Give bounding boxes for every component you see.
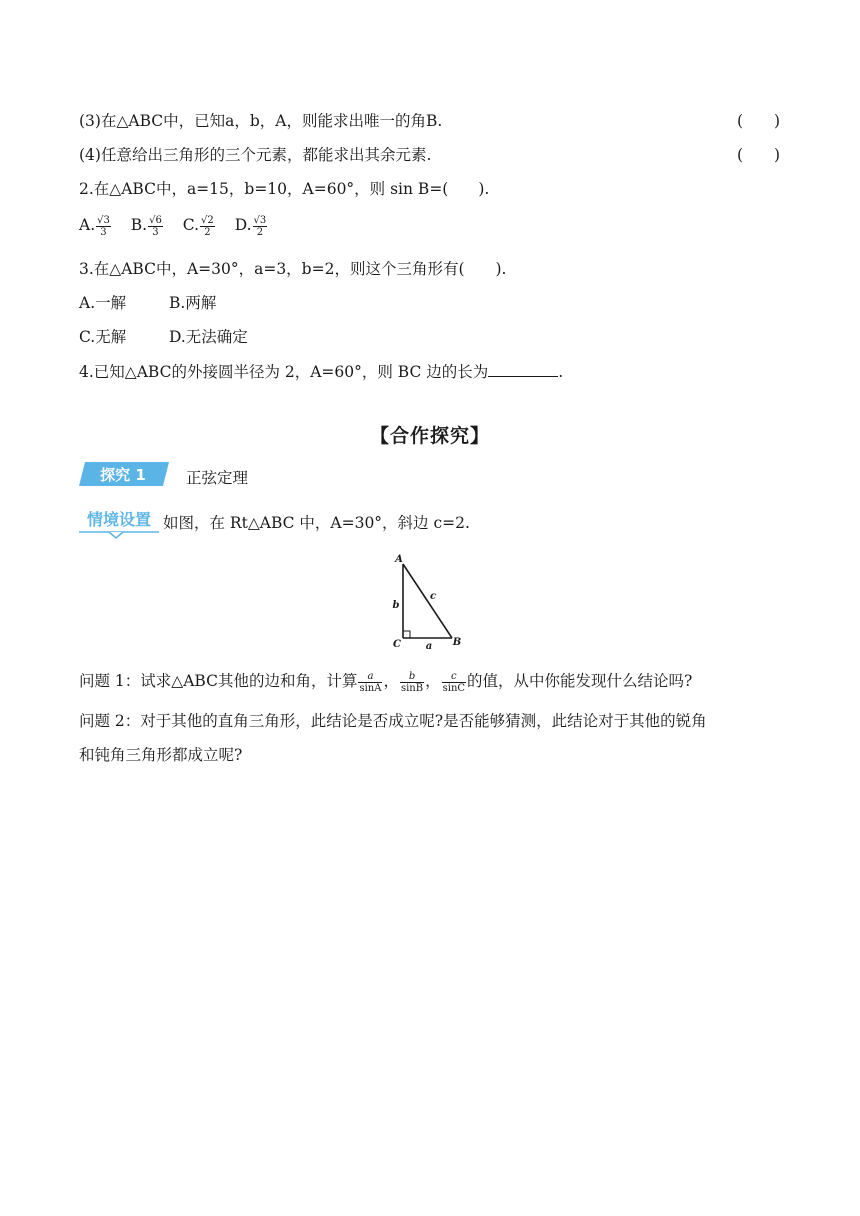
option-d [235, 214, 269, 238]
answer-blank[interactable] [488, 360, 558, 377]
badge-pointer [109, 532, 123, 538]
badge-label: 探究 1 [100, 466, 146, 484]
fraction-b-over-sinb [400, 671, 424, 694]
fraction-numerator: a [358, 671, 382, 683]
right-triangle-figure [385, 552, 475, 652]
scenario-badge [79, 506, 163, 540]
option-d: D.无法确定 [169, 328, 248, 346]
problem-3: 3.在△ABC中，A=30°，a=3，b=2，则这个三角形有( ). [79, 260, 507, 278]
question-1 [79, 670, 692, 694]
fraction-denominator: sinA [359, 682, 382, 694]
problem-3-options-row1 [79, 292, 216, 314]
answer-paren-3: ( ) [737, 112, 781, 130]
option-letter: D. [234, 216, 252, 234]
section-title: 【合作探究】 [369, 425, 490, 447]
problem-4-stem: 4.已知△ABC的外接圆半径为 2，A=60°，则 BC 边的长为 [79, 363, 489, 381]
question-1-stem: 问题 1：试求△ABC其他的边和角，计算 [79, 672, 358, 690]
problem-2-options [79, 214, 282, 238]
explore-badge [79, 461, 171, 487]
fraction-numerator: b [400, 671, 424, 683]
option-fraction [253, 215, 268, 238]
item-3: (3)在△ABC中，已知a，b，A，则能求出唯一的角B. [79, 112, 443, 130]
fraction-denominator: sinB [400, 682, 424, 694]
separator: ， [383, 672, 399, 690]
right-angle-mark [403, 631, 410, 638]
vertex-b-label: B [452, 637, 462, 648]
fraction-c-over-sinc [442, 671, 466, 694]
option-letter: A. [79, 216, 96, 234]
item-4: (4)任意给出三角形的三个元素，都能求出其余元素. [79, 146, 432, 164]
option-c: C.无解 [79, 328, 127, 346]
vertex-c-label: C [393, 639, 401, 650]
option-a [79, 214, 112, 238]
fraction-numerator: √3 [97, 214, 110, 226]
fraction-denominator: 3 [100, 226, 107, 238]
option-letter: C. [182, 216, 200, 234]
option-fraction [200, 215, 215, 238]
fraction-denominator: sinC [442, 682, 466, 694]
fraction-numerator: √6 [149, 214, 162, 226]
option-fraction [96, 215, 111, 238]
problem-2-stem: 2.在△ABC中，a=15，b=10，A=60°，则 sin B=( [79, 180, 449, 198]
fraction-denominator: 3 [152, 226, 159, 238]
question-2-line-1: 问题 2：对于其他的直角三角形，此结论是否成立呢?是否能够猜测，此结论对于其他的锐角 [79, 712, 707, 730]
side-c-line [403, 564, 452, 638]
problem-4-end: . [558, 363, 564, 381]
option-fraction [148, 215, 163, 238]
question-1-end: 的值，从中你能发现什么结论吗? [467, 672, 693, 690]
fraction-numerator: √2 [201, 214, 214, 226]
fraction-numerator: √3 [253, 214, 267, 226]
problem-4 [79, 360, 563, 383]
option-b: B.两解 [169, 294, 217, 312]
separator: ， [425, 672, 441, 690]
fraction-denominator: 2 [204, 226, 211, 238]
badge-label: 情境设置 [86, 510, 152, 529]
option-b [131, 214, 164, 238]
answer-paren-4: ( ) [737, 146, 781, 164]
sub-title: 正弦定理 [186, 469, 249, 487]
fraction-numerator: c [442, 671, 466, 683]
option-letter: B. [130, 216, 148, 234]
problem-2 [79, 178, 489, 200]
option-c [183, 214, 216, 238]
fraction-denominator: 2 [256, 226, 264, 238]
question-2-line-2: 和钝角三角形都成立呢? [79, 746, 243, 764]
side-c-label: c [429, 591, 437, 602]
fraction-a-over-sina [358, 671, 382, 694]
option-a: A.一解 [79, 294, 127, 312]
problem-3-options-row2 [79, 326, 248, 348]
problem-2-stem-end: ). [478, 180, 490, 198]
scenario-text: 如图，在 Rt△ABC 中，A=30°，斜边 c=2. [163, 514, 470, 532]
side-b-label: b [392, 600, 400, 611]
side-a-label: a [425, 641, 433, 652]
vertex-a-label: A [395, 554, 403, 565]
